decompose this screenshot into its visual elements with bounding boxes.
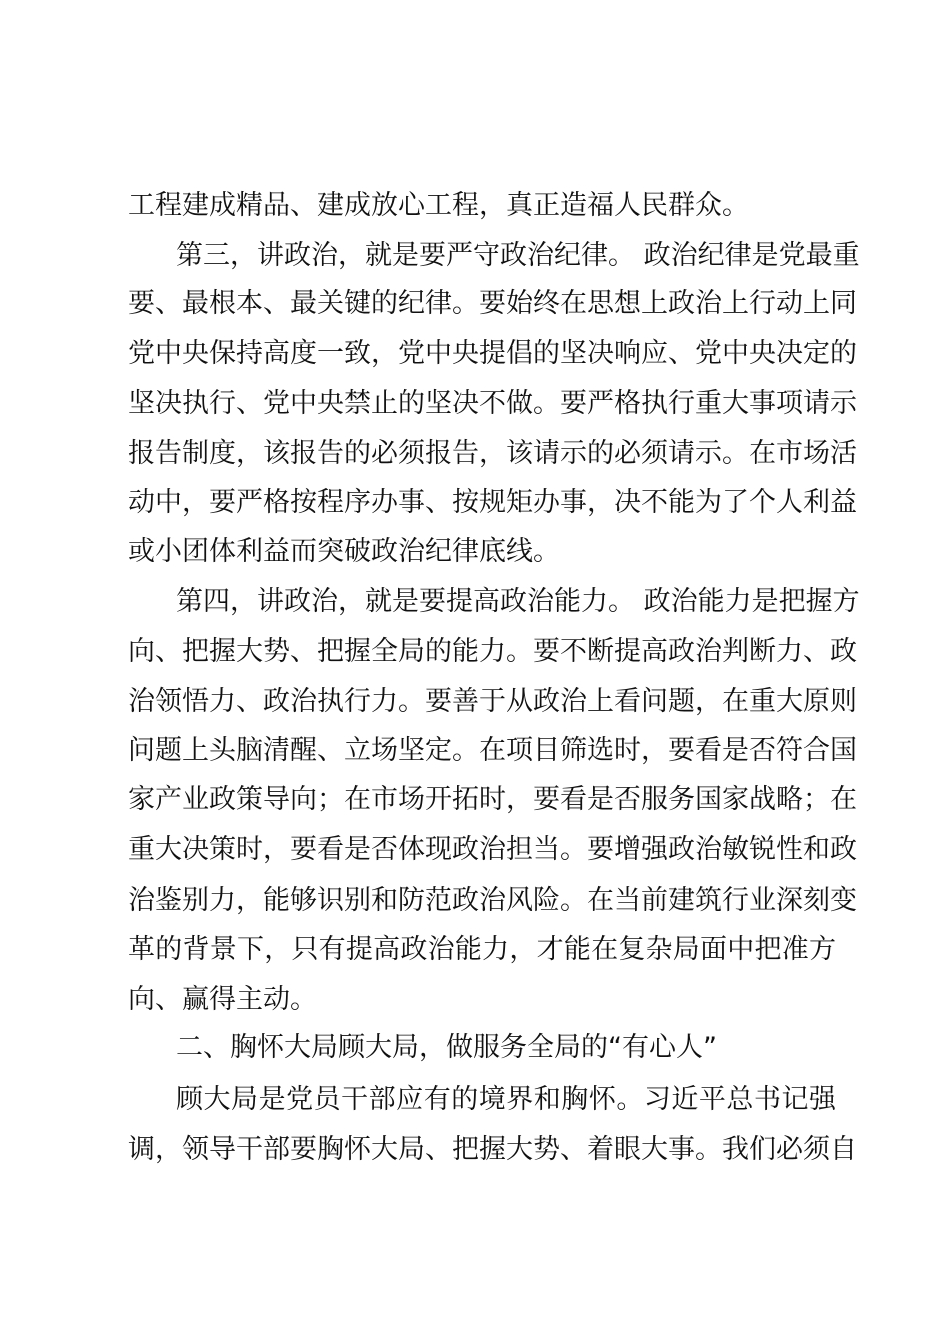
text-line: 向、把握大势、把握全局的能力。要不断提高政治判断力、政 (128, 636, 857, 667)
text-line: 顾大局是党员干部应有的境界和胸怀。习近平总书记强 (176, 1084, 836, 1115)
text-line: 革的背景下，只有提高政治能力，才能在复杂局面中把准方 (128, 934, 836, 965)
text-line: 第三，讲政治，就是要严守政治纪律。 政治纪律是党最重 (176, 240, 860, 271)
section-heading: 二、胸怀大局顾大局，做服务全局的“有心人” (176, 1032, 717, 1063)
text-line: 问题上头脑清醒、立场坚定。在项目筛选时，要看是否符合国 (128, 735, 857, 766)
text-line: 家产业政策导向；在市场开拓时，要看是否服务国家战略；在 (128, 784, 857, 815)
text-line: 工程建成精品、建成放心工程，真正造福人民群众。 (128, 190, 749, 221)
text-line: 报告制度，该报告的必须报告，该请示的必须请示。在市场活 (128, 438, 857, 469)
text-line: 治鉴别力，能够识别和防范政治风险。在当前建筑行业深刻变 (128, 885, 857, 916)
text-line: 动中，要严格按程序办事、按规矩办事，决不能为了个人利益 (128, 487, 857, 518)
text-line: 治领悟力、政治执行力。要善于从政治上看问题，在重大原则 (128, 686, 857, 717)
text-line: 要、最根本、最关键的纪律。要始终在思想上政治上行动上同 (128, 288, 857, 319)
text-line: 调，领导干部要胸怀大局、把握大势、着眼大事。我们必须自 (128, 1134, 857, 1165)
text-line: 党中央保持高度一致，党中央提倡的坚决响应、党中央决定的 (128, 338, 857, 369)
text-line: 重大决策时，要看是否体现政治担当。要增强政治敏锐性和政 (128, 834, 857, 865)
text-line: 或小团体利益而突破政治纪律底线。 (128, 536, 560, 567)
text-line: 向、赢得主动。 (128, 984, 317, 1015)
text-line: 第四，讲政治，就是要提高政治能力。 政治能力是把握方 (176, 586, 860, 617)
text-line: 坚决执行、党中央禁止的坚决不做。要严格执行重大事项请示 (128, 388, 857, 419)
